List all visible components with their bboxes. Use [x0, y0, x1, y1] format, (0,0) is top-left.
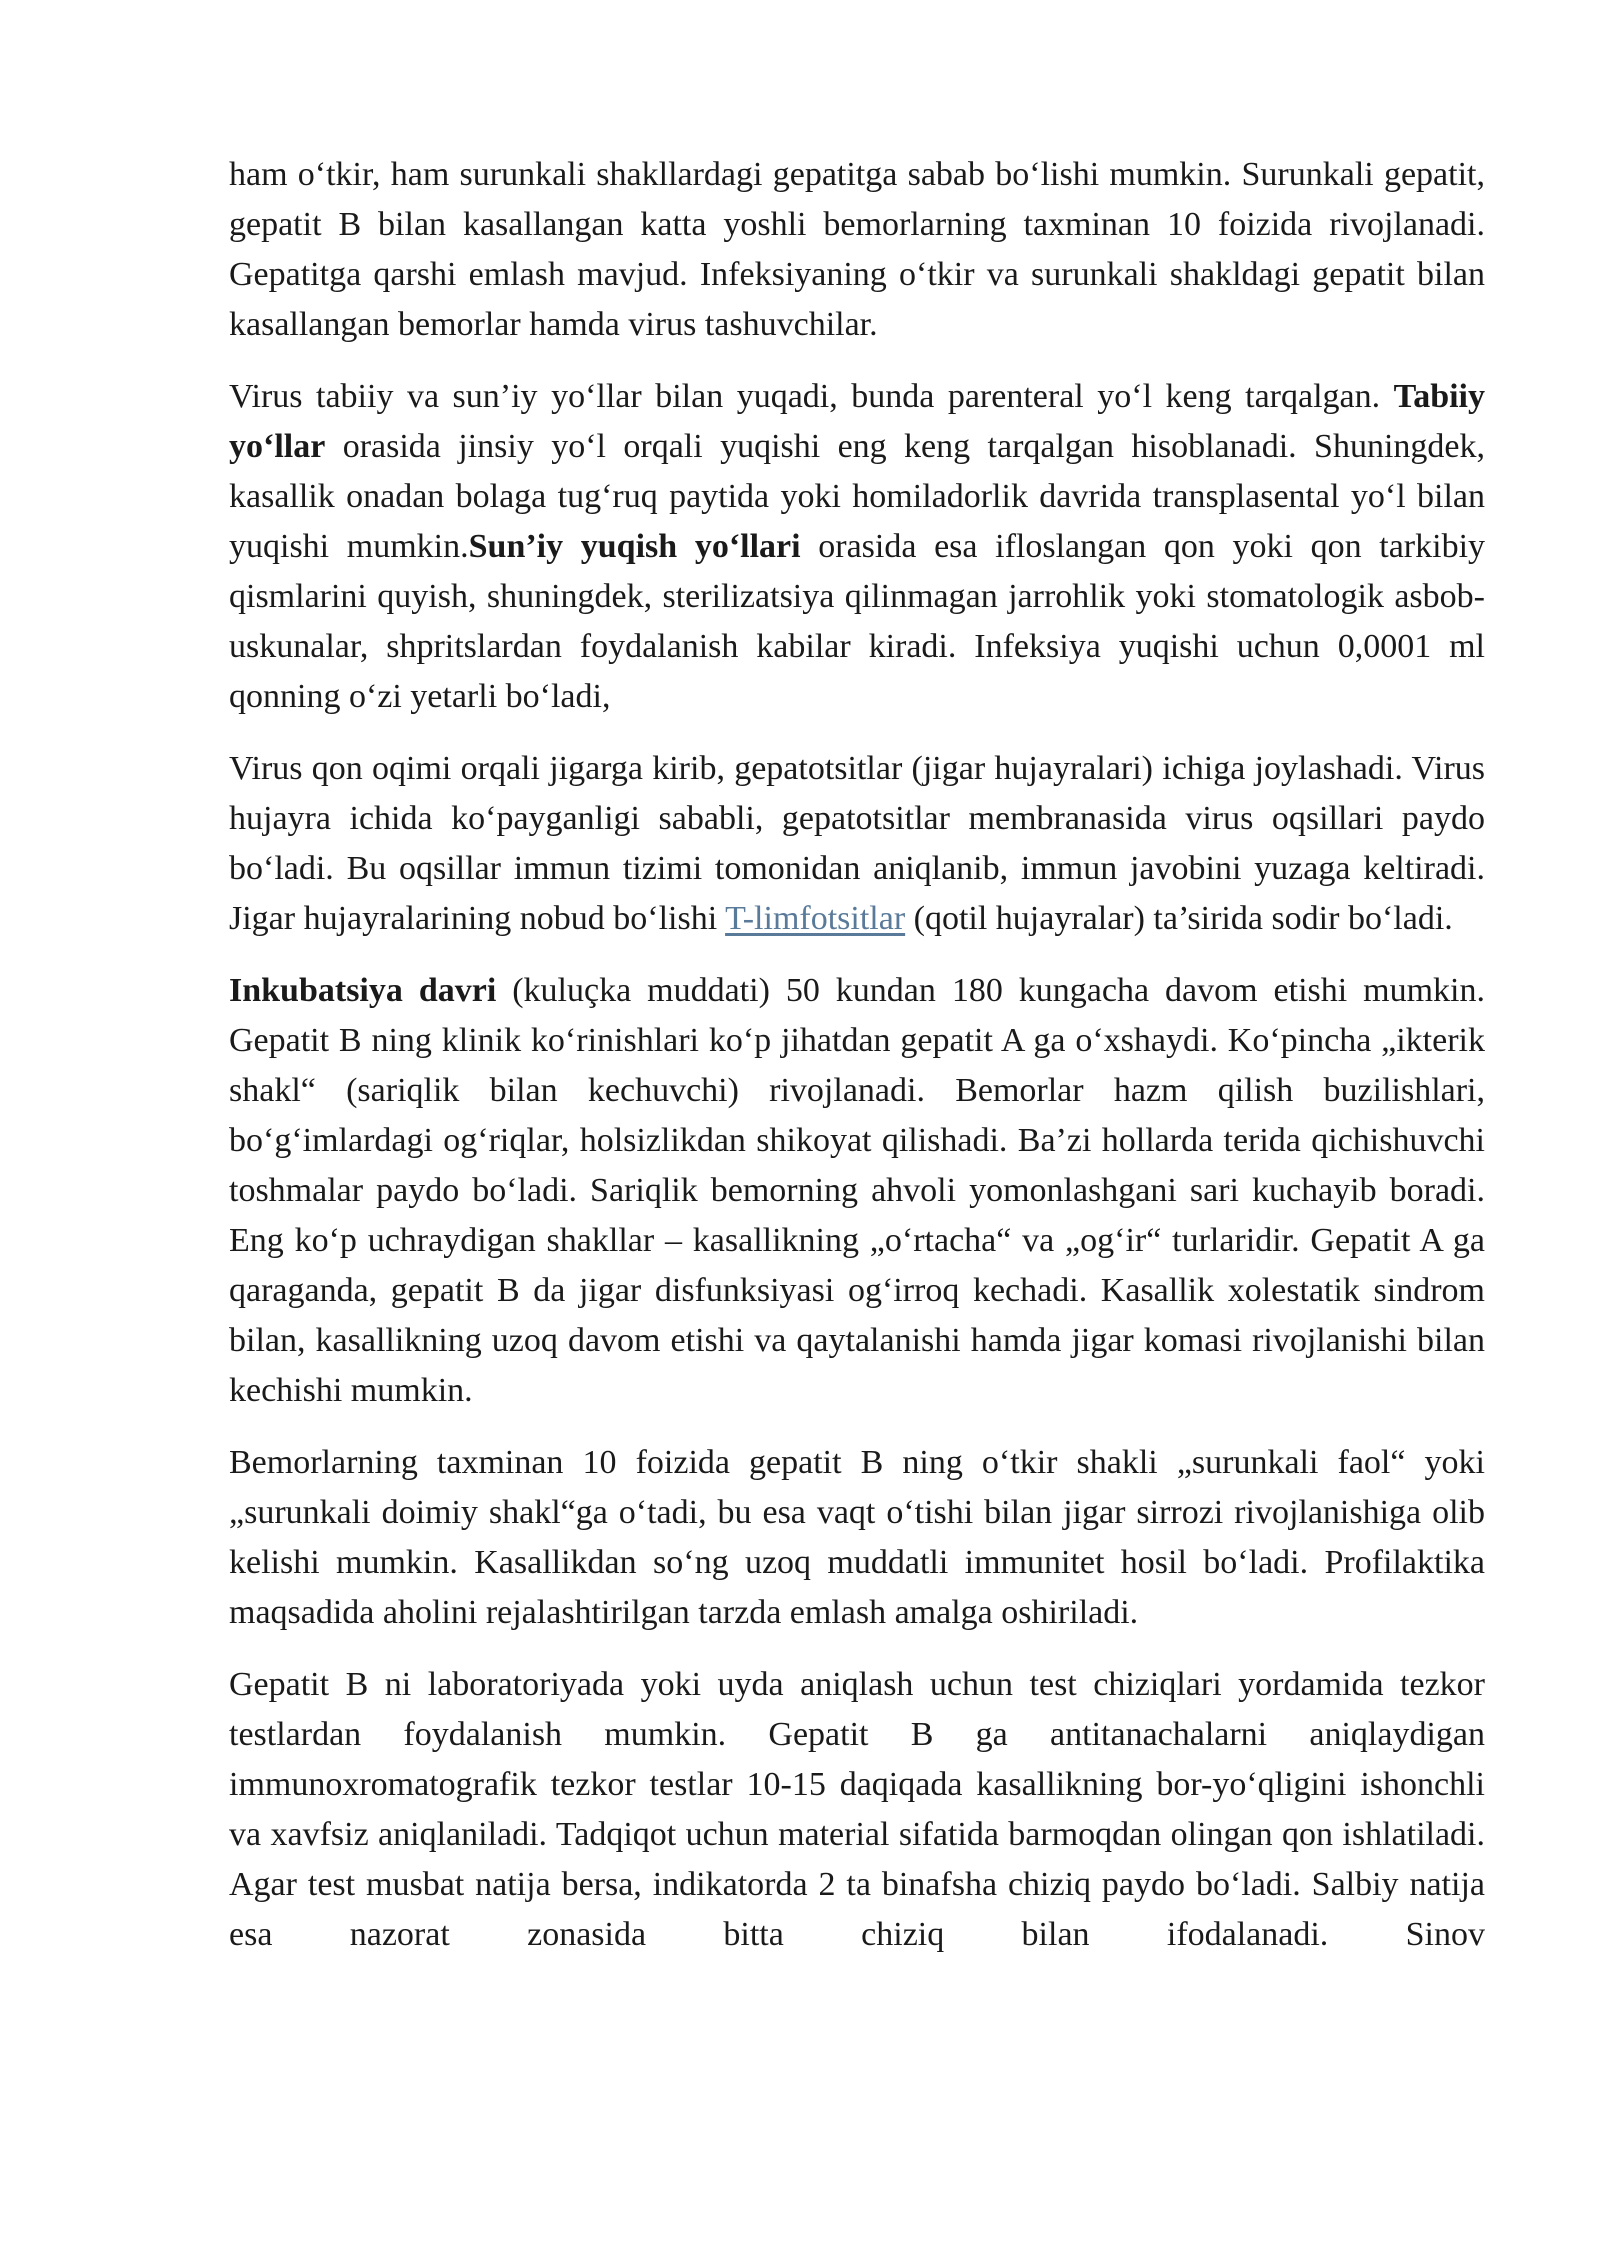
- paragraph-3: [229, 744, 1485, 944]
- paragraph-3-text-b: (qotil hujayralar) ta’sirida sodir bo‘ladi.: [905, 900, 1453, 937]
- paragraph-5: [229, 1438, 1485, 1638]
- paragraph-2-text-a: Virus tabiiy va sun’iy yo‘llar bilan yuqadi, bunda parenteral yo‘l keng tarqalgan.: [229, 378, 1394, 415]
- document-page: [229, 150, 1485, 1982]
- paragraph-2-text-d: orasida esa ifloslangan qon yoki qon tarkibiy qismlarini quyish, shuningdek, sterilizatsiya qilinmagan jarrohlik yoki stomatologik asbob-uskunalar, shpritslardan foydalanish kabilar kiradi. Infeksiya yuqishi uchun 0,0001 ml qonning o‘zi yetarli bo‘ladi,: [229, 528, 1486, 715]
- paragraph-2-bold-term-natural: Tabiiy yo‘llar: [229, 378, 1485, 465]
- paragraph-6-text: Gepatit B ni laboratoriyada yoki uyda aniqlash uchun test chiziqlari yordamida tezkor testlardan foydalanish mumkin. Gepatit B ga antitanachalarni aniqlaydigan immunoxromatografik tezkor testlar 10-15 daqiqada kasallikning bor-yo‘qligini ishonchli va xavfsiz aniqlaniladi. Tadqiqot uchun material sifatida barmoqdan olingan qon ishlatiladi. Agar test musbat natija bersa, indikatorda 2 ta binafsha chiziq paydo bo‘ladi. Salbiy natija esa nazorat zonasida bitta chiziq bilan ifodalanadi. Sinov: [229, 1666, 1485, 1953]
- paragraph-4: [229, 966, 1485, 1416]
- paragraph-2-bold-term-artificial: Sun’iy yuqish yo‘llari: [468, 528, 801, 565]
- paragraph-6: [229, 1660, 1485, 1960]
- paragraph-1: [229, 150, 1485, 350]
- paragraph-3-text-a: Virus qon oqimi orqali jigarga kirib, gepatotsitlar (jigar hujayralari) ichiga joylashadi. Virus hujayra ichida ko‘payganligi sababli, gepatotsitlar membranasida virus oqsillari paydo bo‘ladi. Bu oqsillar immun tizimi tomonidan aniqlanib, immun javobini yuzaga keltiradi. Jigar hujayralarining nobud bo‘lishi: [229, 750, 1485, 937]
- paragraph-2-text-c: orasida jinsiy yo‘l orqali yuqishi eng keng tarqalgan hisoblanadi. Shuningdek, kasallik onadan bolaga tug‘ruq paytida yoki homiladorlik davrida transplasental yo‘l bilan yuqishi mumkin.: [229, 428, 1485, 565]
- paragraph-4-text: (kuluçka muddati) 50 kundan 180 kungacha davom etishi mumkin. Gepatit B ning klinik ko‘rinishlari ko‘p jihatdan gepatit A ga o‘xshaydi. Ko‘pincha „ikterik shakl“ (sariqlik bilan kechuvchi) rivojlanadi. Bemorlar hazm qilish buzilishlari, bo‘g‘imlardagi og‘riqlar, holsizlikdan shikoyat qilishadi. Ba’zi hollarda terida qichishuvchi toshmalar paydo bo‘ladi. Sariqlik bemorning ahvoli yomonlashgani sari kuchayib boradi. Eng ko‘p uchraydigan shakllar – kasallikning „o‘rtacha“ va „og‘ir“ turlaridir. Gepatit A ga qaraganda, gepatit B da jigar disfunksiyasi og‘irroq kechadi. Kasallik xolestatik sindrom bilan, kasallikning uzoq davom etishi va qaytalanishi hamda jigar komasi rivojlanishi bilan kechishi mumkin.: [229, 972, 1485, 1409]
- paragraph-2: [229, 372, 1485, 722]
- paragraph-5-text: Bemorlarning taxminan 10 foizida gepatit B ning o‘tkir shakli „surunkali faol“ yoki „surunkali doimiy shakl“ga o‘tadi, bu esa vaqt o‘tishi bilan jigar sirrozi rivojlanishiga olib kelishi mumkin. Kasallikdan so‘ng uzoq muddatli immunitet hosil bo‘ladi. Profilaktika maqsadida aholini rejalashtirilgan tarzda emlash amalga oshiriladi.: [229, 1444, 1485, 1631]
- paragraph-1-text: ham o‘tkir, ham surunkali shakllardagi gepatitga sabab bo‘lishi mumkin. Surunkali gepatit, gepatit B bilan kasallangan katta yoshli bemorlarning taxminan 10 foizida rivojlanadi. Gepatitga qarshi emlash mavjud. Infeksiyaning o‘tkir va surunkali shakldagi gepatit bilan kasallangan bemorlar hamda virus tashuvchilar.: [229, 156, 1485, 343]
- t-lymphocytes-link[interactable]: T-limfotsitlar: [725, 900, 906, 937]
- paragraph-4-bold-term-incubation: Inkubatsiya davri: [229, 972, 497, 1009]
